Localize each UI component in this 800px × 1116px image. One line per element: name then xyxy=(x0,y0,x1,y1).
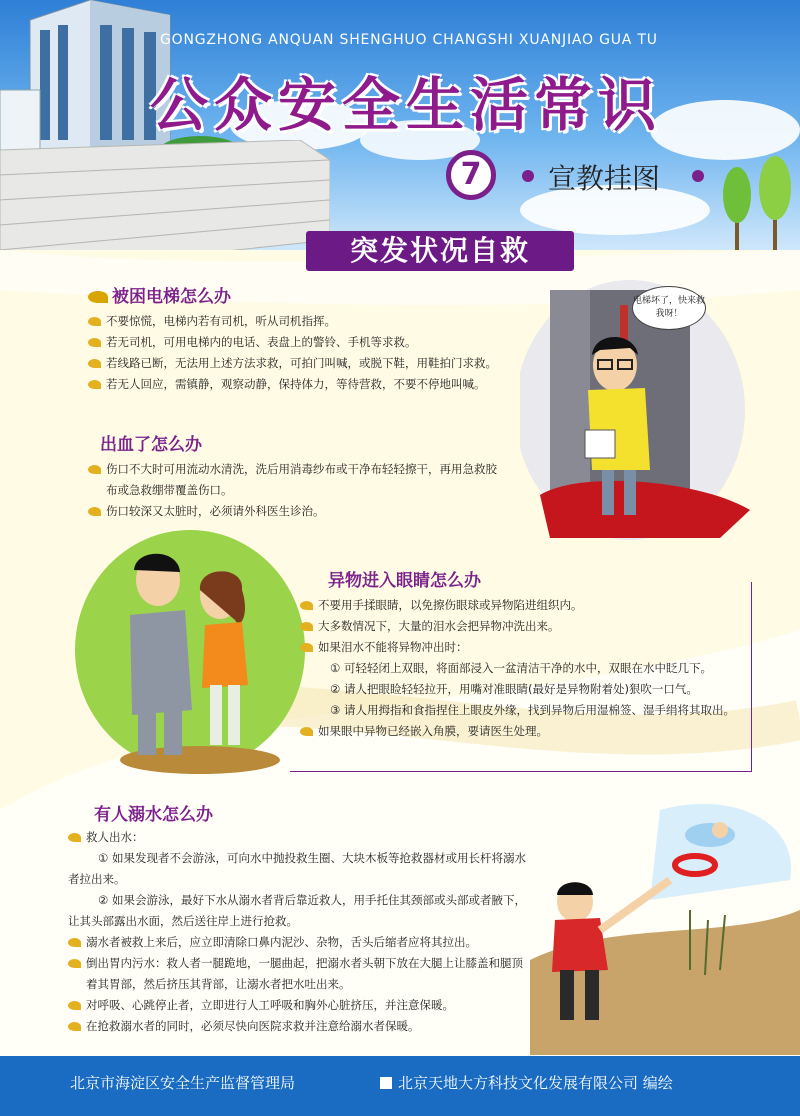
list-item: 倒出胃内污水：救人者一腿跪地，一腿曲起，把溺水者头朝下放在大腿上让膝盖和腿顶着其胃部，然后挤压其背部，让溺水者把水吐出来。 xyxy=(68,953,528,995)
eye-heading: 异物进入眼睛怎么办 xyxy=(328,571,481,591)
list-item: 不要用手揉眼睛，以免擦伤眼球或异物陷进组织内。 xyxy=(300,595,755,616)
page-subtitle: 宣教挂图 xyxy=(548,162,661,195)
list-item: 救人出水： xyxy=(68,827,528,848)
header-pinyin: GONGZHONG ANQUAN SHENGHUO CHANGSHI XUANJIAO GUA TU xyxy=(160,32,658,48)
footer-publisher: 北京市海淀区安全生产监督管理局 xyxy=(70,1074,296,1092)
footer xyxy=(0,1056,800,1116)
leaf-icon xyxy=(88,291,108,303)
list-item: 不要惊慌，电梯内若有司机，听从司机指挥。 xyxy=(88,311,508,332)
speech-bubble: 电梯坏了，快来救我呀！ xyxy=(632,286,706,330)
list-item: 溺水者被救上来后，应立即清除口鼻内泥沙、杂物，舌头后缩者应将其拉出。 xyxy=(68,932,528,953)
bullet-dot-icon xyxy=(692,170,704,182)
list-step: ② 如果会游泳，最好下水从溺水者背后靠近救人，用手托住其颈部或头部或者腋下，让其头部露出水面，然后送往岸上进行抢救。 xyxy=(68,893,526,928)
list-item: 伤口不大时可用流动水清洗，洗后用消毒纱布或干净布轻轻擦干，再用急救胶布或急救绷带覆盖伤口。 xyxy=(88,459,508,501)
eye-care-illustration xyxy=(70,520,310,780)
drowning-heading: 有人溺水怎么办 xyxy=(94,805,213,825)
bullet-dot-icon xyxy=(522,170,534,182)
footer-producer: 北京天地大方科技文化发展有限公司 编绘 xyxy=(380,1072,673,1093)
list-item: 伤口较深又太脏时，必须请外科医生诊治。 xyxy=(88,501,508,522)
square-bullet-icon xyxy=(380,1077,392,1089)
list-item: 在抢救溺水者的同时，必须尽快向医院求救并注意给溺水者保暖。 xyxy=(68,1016,528,1037)
section-title: 突发状况自救 xyxy=(306,231,574,271)
issue-number-badge: 7 xyxy=(446,150,496,200)
bleeding-heading: 出血了怎么办 xyxy=(100,435,202,455)
list-item: 大多数情况下，大量的泪水会把异物冲洗出来。 xyxy=(300,616,755,637)
elevator-section xyxy=(88,282,508,395)
drowning-rescue-illustration xyxy=(530,790,800,1055)
list-step: ① 可轻轻闭上双眼，将面部浸入一盆清洁干净的水中，双眼在水中眨几下。 xyxy=(330,661,712,675)
list-item: 若无司机，可用电梯内的电话、表盘上的警铃、手机等求救。 xyxy=(88,332,508,353)
bleeding-section xyxy=(88,430,508,522)
drowning-section xyxy=(68,800,528,1037)
eye-section xyxy=(300,566,755,742)
list-item: 对呼吸、心跳停止者，立即进行人工呼吸和胸外心脏挤压，并注意保暖。 xyxy=(68,995,528,1016)
list-item: 如果泪水不能将异物冲出时： xyxy=(300,637,755,658)
list-step: ③ 请人用拇指和食指捏住上眼皮外缘，找到异物后用湿棉签、湿手绢将其取出。 xyxy=(330,703,735,717)
list-item: 如果眼中异物已经嵌入角膜，要请医生处理。 xyxy=(300,721,755,742)
list-step: ② 请人把眼睑轻轻拉开，用嘴对准眼睛(最好是异物附着处)狠吹一口气。 xyxy=(330,682,698,696)
list-item: 若无人回应，需镇静，观察动静，保持体力，等待营救，不要不停地叫喊。 xyxy=(88,374,508,395)
list-item: 若线路已断，无法用上述方法求救，可拍门叫喊，或脱下鞋，用鞋拍门求救。 xyxy=(88,353,508,374)
elevator-heading: 被困电梯怎么办 xyxy=(88,282,508,307)
list-step: ① 如果发现者不会游泳，可向水中抛投救生圈、大块木板等抢救器材或用长杆将溺水者拉出来。 xyxy=(68,851,526,886)
page-title: 公众安全生活常识 xyxy=(150,71,663,139)
trees-illustration xyxy=(715,150,800,250)
